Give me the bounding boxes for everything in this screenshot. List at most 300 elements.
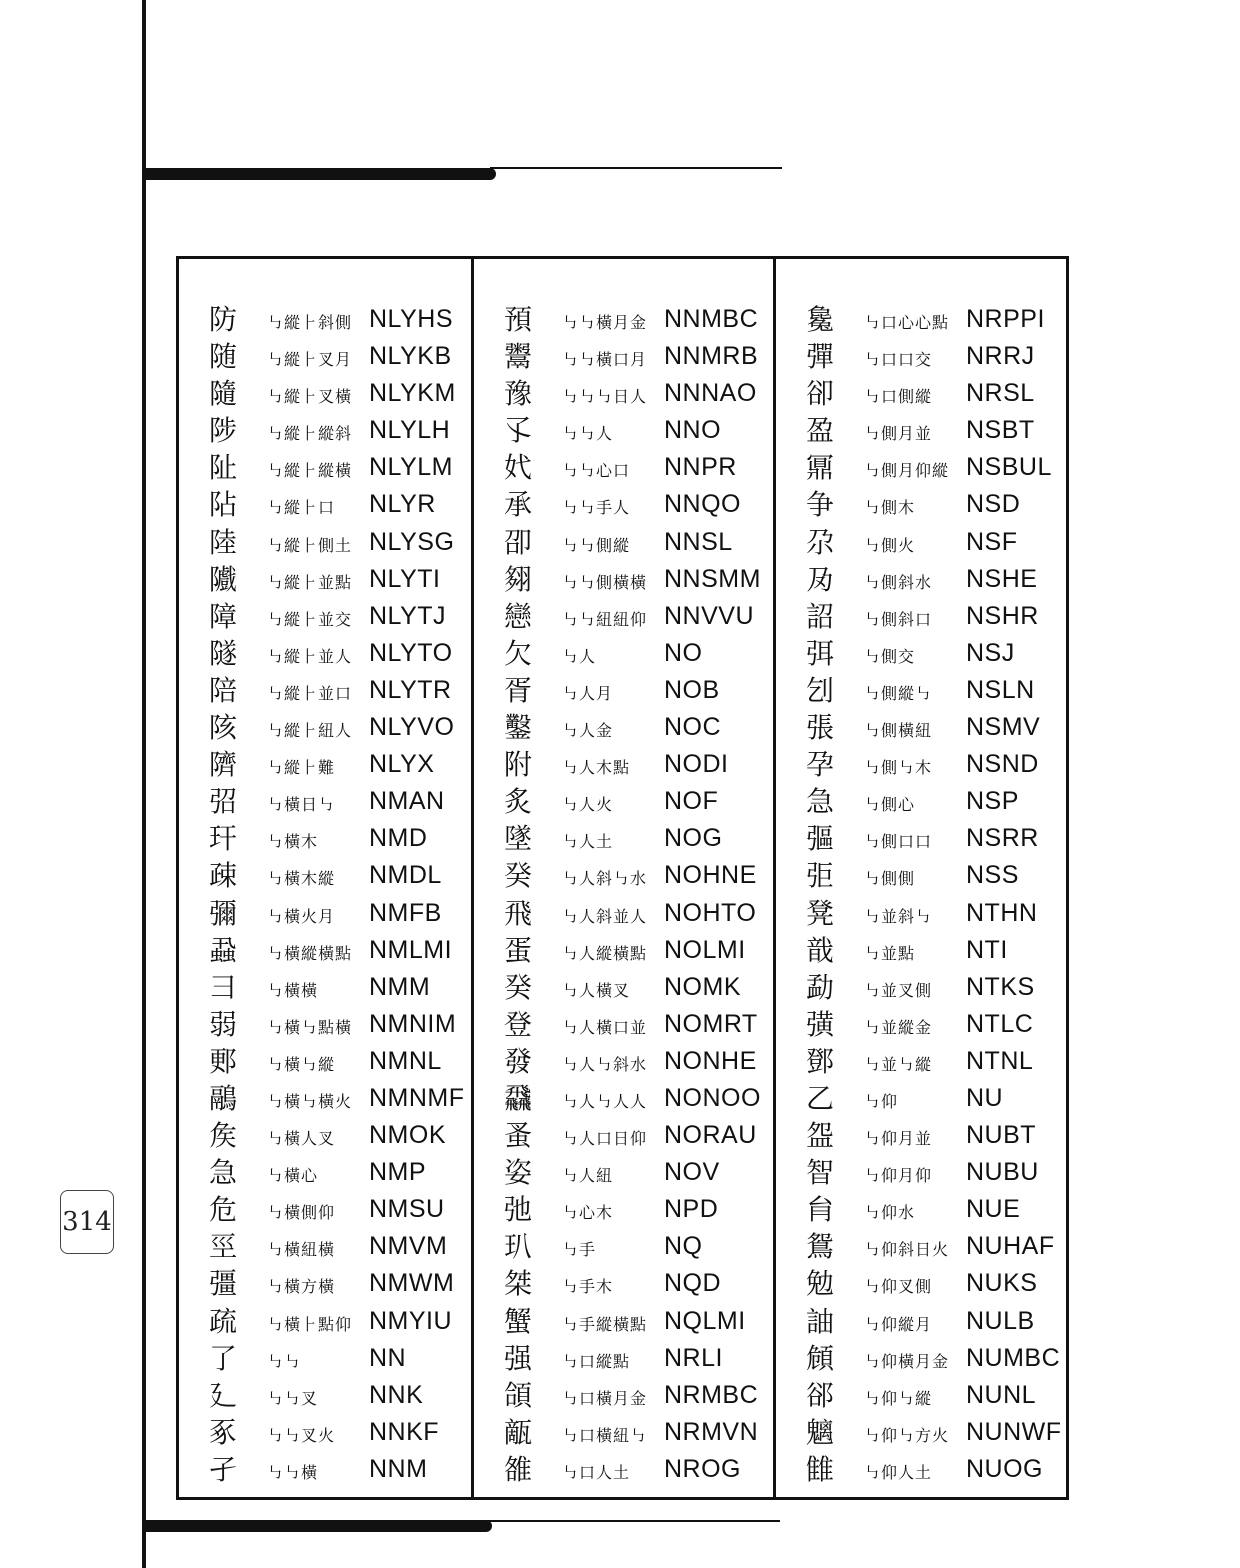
radical-sequence-cell: ㇉人橫叉: [562, 980, 631, 1000]
character-cell: 蟹: [503, 1304, 532, 1338]
table-row: [179, 746, 471, 783]
table-column: [471, 259, 773, 1497]
input-code-cell: NMNMF: [369, 1083, 465, 1112]
table-row: [776, 857, 1066, 894]
input-code-cell: NQ: [664, 1232, 703, 1261]
table-row: [179, 1043, 471, 1080]
table-row: [776, 561, 1066, 598]
radical-sequence-cell: ㇉㇉側縱: [562, 535, 631, 555]
table-row: [474, 635, 773, 672]
radical-sequence-cell: ㇉仰人土: [864, 1462, 933, 1482]
character-cell: 飛: [503, 896, 532, 930]
footer-thin-rule: [486, 1520, 780, 1522]
input-code-cell: NSMV: [966, 713, 1041, 742]
radical-sequence-cell: ㇉仰水: [864, 1203, 916, 1223]
table-row: [179, 1154, 471, 1191]
input-code-cell: NMYIU: [369, 1306, 453, 1335]
input-code-cell: NUBT: [966, 1121, 1037, 1150]
radical-sequence-cell: ㇉並點: [864, 943, 916, 963]
table-row: [179, 412, 471, 449]
table-row: [179, 672, 471, 709]
table-row: [474, 857, 773, 894]
input-code-cell: NLYTO: [369, 638, 453, 667]
character-cell: 障: [208, 599, 237, 633]
radical-sequence-cell: ㇉口縱點: [562, 1351, 631, 1371]
character-cell: 戠: [805, 933, 834, 967]
radical-sequence-cell: ㇉側月仰縱: [864, 461, 950, 481]
table-row: [474, 820, 773, 857]
radical-sequence-cell: ㇉並縱金: [864, 1017, 933, 1037]
radical-sequence-cell: ㇉側口口: [864, 832, 933, 852]
input-code-cell: NLYKB: [369, 342, 452, 371]
table-row: [179, 783, 471, 820]
radical-sequence-cell: ㇉橫⺊點仰: [267, 1314, 353, 1334]
radical-sequence-cell: ㇉縱⺊縱橫: [267, 461, 353, 481]
radical-sequence-cell: ㇉仰縱月: [864, 1314, 933, 1334]
input-code-cell: NOMK: [664, 972, 741, 1001]
input-code-cell: NUMBC: [966, 1343, 1061, 1372]
radical-sequence-cell: ㇉人月: [562, 683, 614, 703]
input-code-cell: NSBT: [966, 416, 1035, 445]
input-code-cell: NSJ: [966, 638, 1015, 667]
input-code-cell: NLYX: [369, 750, 435, 779]
radical-sequence-cell: ㇉人紐: [562, 1166, 614, 1186]
input-code-cell: NMWM: [369, 1269, 455, 1298]
input-code-cell: NSHE: [966, 564, 1038, 593]
radical-sequence-cell: ㇉縱⺊難: [267, 758, 336, 778]
radical-sequence-cell: ㇉人口日仰: [562, 1129, 648, 1149]
table-row: [776, 1451, 1066, 1488]
table-row: [776, 598, 1066, 635]
table-row: [776, 1340, 1066, 1377]
character-cell: 魑: [805, 1415, 834, 1449]
table-row: [776, 1117, 1066, 1154]
input-code-cell: NUBU: [966, 1158, 1039, 1187]
character-cell: 甋: [503, 1415, 532, 1449]
character-cell: 蝨: [208, 933, 237, 967]
input-code-cell: NNVVU: [664, 601, 755, 630]
input-code-cell: NTHN: [966, 898, 1038, 927]
input-code-cell: NRPPI: [966, 305, 1045, 333]
character-cell: 鷊: [208, 1081, 237, 1115]
input-code-cell: NLYTI: [369, 564, 441, 593]
radical-sequence-cell: ㇉側火: [864, 535, 916, 555]
character-cell: 鴛: [805, 1230, 834, 1264]
input-code-cell: NUHAF: [966, 1232, 1055, 1261]
radical-sequence-cell: ㇉縱⺊紐人: [267, 721, 353, 741]
radical-sequence-cell: ㇉縱⺊口: [267, 498, 336, 518]
input-code-cell: NQD: [664, 1269, 722, 1298]
table-row: [776, 895, 1066, 932]
input-code-cell: NNSL: [664, 527, 733, 556]
input-code-cell: NMNL: [369, 1046, 442, 1075]
radical-sequence-cell: ㇉口橫紐㇉: [562, 1425, 648, 1445]
table-row: [474, 486, 773, 523]
input-code-cell: NONOO: [664, 1083, 761, 1112]
radical-sequence-cell: ㇉仰叉側: [864, 1277, 933, 1297]
radical-sequence-cell: ㇉仰橫月金: [864, 1351, 950, 1371]
input-code-cell: NN: [369, 1343, 407, 1372]
character-cell: 彌: [208, 896, 237, 930]
table-row: [179, 1191, 471, 1228]
input-code-cell: NSRR: [966, 824, 1039, 853]
input-code-cell: NMM: [369, 972, 431, 1001]
radical-sequence-cell: ㇉仰月仰: [864, 1166, 933, 1186]
table-row: [179, 895, 471, 932]
table-row: [474, 746, 773, 783]
table-row: [776, 1043, 1066, 1080]
footer-thick-rule: [146, 1520, 492, 1532]
character-cell: 隨: [208, 377, 237, 411]
table-row: [179, 969, 471, 1006]
character-cell: 胥: [503, 673, 532, 707]
character-cell: 疎: [208, 859, 237, 893]
radical-sequence-cell: ㇉口口交: [864, 350, 933, 370]
character-cell: 䏍: [805, 1193, 834, 1227]
input-code-cell: NO: [664, 638, 703, 667]
table-row: [474, 1191, 773, 1228]
input-code-cell: NOMRT: [664, 1009, 758, 1038]
input-code-cell: NSF: [966, 527, 1018, 556]
character-cell: 隵: [208, 562, 237, 596]
radical-sequence-cell: ㇉人木點: [562, 758, 631, 778]
character-cell: 孕: [805, 748, 834, 782]
character-cell: 姿: [503, 1156, 532, 1190]
character-cell: 隮: [208, 748, 237, 782]
table-row: [474, 1340, 773, 1377]
character-cell: 勉: [805, 1267, 834, 1301]
character-cell: 彉: [805, 1007, 834, 1041]
character-cell: 張: [805, 711, 834, 745]
input-code-cell: NMOK: [369, 1121, 446, 1150]
character-cell: 弭: [805, 636, 834, 670]
radical-sequence-cell: ㇉縱⺊斜側: [267, 313, 353, 332]
table-row: [179, 1080, 471, 1117]
table-row: [474, 598, 773, 635]
table-row: [776, 820, 1066, 857]
input-code-cell: NUE: [966, 1195, 1021, 1224]
radical-sequence-cell: ㇉手: [562, 1240, 597, 1260]
radical-sequence-cell: ㇉側斜水: [864, 572, 933, 592]
character-cell: 隧: [208, 636, 237, 670]
radical-sequence-cell: ㇉㇉叉火: [267, 1425, 336, 1445]
radical-sequence-cell: ㇉仰㇉方火: [864, 1425, 950, 1445]
radical-sequence-cell: ㇉人金: [562, 721, 614, 741]
input-code-cell: NROG: [664, 1454, 741, 1483]
radical-sequence-cell: ㇉㇉人: [562, 424, 614, 444]
character-cell: 彐: [208, 970, 237, 1004]
character-cell: 癸: [503, 970, 532, 1004]
table-row: [179, 1414, 471, 1451]
table-row: [179, 1451, 471, 1488]
radical-sequence-cell: ㇉仰㇉縱: [864, 1388, 933, 1408]
table-column: [773, 259, 1066, 1497]
character-cell: 夃: [805, 562, 834, 596]
radical-sequence-cell: ㇉手縱橫點: [562, 1314, 648, 1334]
table-row: [179, 932, 471, 969]
table-row: [474, 1451, 773, 1488]
input-code-cell: NUOG: [966, 1454, 1043, 1483]
radical-sequence-cell: ㇉橫橫: [267, 980, 319, 1000]
input-code-cell: NNO: [664, 416, 722, 445]
input-code-cell: NMP: [369, 1158, 427, 1187]
character-cell: 鬻: [503, 340, 532, 374]
radical-sequence-cell: ㇉人斜㇉水: [562, 869, 648, 889]
character-cell: 疏: [208, 1304, 237, 1338]
character-cell: 弛: [503, 1193, 532, 1227]
table-row: [776, 524, 1066, 561]
character-cell: 刉: [805, 673, 834, 707]
character-cell: 陔: [208, 711, 237, 745]
character-cell: 頜: [503, 1378, 532, 1412]
radical-sequence-cell: ㇉仰: [864, 1091, 899, 1111]
radical-sequence-cell: ㇉口側縱: [864, 387, 933, 407]
character-cell: 尕: [805, 525, 834, 559]
input-code-cell: NNNAO: [664, 379, 757, 408]
table-row: [776, 1080, 1066, 1117]
input-code-cell: NOHNE: [664, 861, 757, 890]
radical-sequence-cell: ㇉手木: [562, 1277, 614, 1297]
table-row: [474, 524, 773, 561]
radical-sequence-cell: ㇉人縱橫點: [562, 943, 648, 963]
radical-sequence-cell: ㇉㇉心口: [562, 461, 631, 481]
radical-sequence-cell: ㇉人火: [562, 795, 614, 815]
input-code-cell: NOF: [664, 787, 719, 816]
character-cell: 蛋: [503, 933, 532, 967]
character-cell: 鼏: [805, 451, 834, 485]
input-code-cell: NLYTJ: [369, 601, 447, 630]
input-code-cell: NLYHS: [369, 305, 454, 333]
input-code-cell: NNMRB: [664, 342, 759, 371]
radical-sequence-cell: ㇉口橫月金: [562, 1388, 648, 1408]
character-cell: 頠: [805, 1341, 834, 1375]
input-code-cell: NTNL: [966, 1046, 1034, 1075]
radical-sequence-cell: ㇉橫人叉: [267, 1129, 336, 1149]
character-cell: 彊: [208, 1267, 237, 1301]
input-code-cell: NMAN: [369, 787, 445, 816]
input-code-cell: NMSU: [369, 1195, 445, 1224]
character-cell: 危: [208, 1193, 237, 1227]
character-cell: 乙: [805, 1081, 834, 1115]
radical-sequence-cell: ㇉縱⺊並人: [267, 646, 353, 666]
radical-sequence-cell: ㇉縱⺊並點: [267, 572, 353, 592]
character-cell: 詔: [805, 599, 834, 633]
input-code-cell: NMDL: [369, 861, 442, 890]
radical-sequence-cell: ㇉橫㇉點橫: [267, 1017, 353, 1037]
character-cell: 郤: [805, 1378, 834, 1412]
character-cell: 弱: [208, 1007, 237, 1041]
table-row: [776, 969, 1066, 1006]
table-row: [474, 338, 773, 375]
character-cell: 巠: [208, 1230, 237, 1264]
table-row: [776, 1228, 1066, 1265]
radical-sequence-cell: ㇉橫木縱: [267, 869, 336, 889]
input-code-cell: NSHR: [966, 601, 1039, 630]
radical-sequence-cell: ㇉縱⺊並口: [267, 683, 353, 703]
input-code-cell: NSND: [966, 750, 1039, 779]
input-code-cell: NSS: [966, 861, 1019, 890]
character-cell: 玐: [503, 1230, 532, 1264]
input-code-cell: NOHTO: [664, 898, 757, 927]
character-cell: 毚: [805, 303, 834, 336]
character-cell: 卻: [805, 377, 834, 411]
table-row: [179, 375, 471, 412]
input-code-cell: NOB: [664, 675, 720, 704]
radical-sequence-cell: ㇉橫㇉縱: [267, 1054, 336, 1074]
table-row: [776, 338, 1066, 375]
character-cell: 阽: [208, 488, 237, 522]
table-row: [474, 1414, 773, 1451]
character-cell: 蚤: [503, 1119, 532, 1153]
radical-sequence-cell: ㇉口心心點: [864, 313, 950, 332]
input-code-cell: NLYVO: [369, 713, 455, 742]
character-cell: 急: [208, 1156, 237, 1190]
character-cell: 争: [805, 488, 834, 522]
character-cell: 孓: [503, 414, 532, 448]
input-code-cell: NSLN: [966, 675, 1035, 704]
character-cell: 凳: [805, 896, 834, 930]
radical-sequence-cell: ㇉㇉叉: [267, 1388, 319, 1408]
radical-sequence-cell: ㇉㇉: [267, 1351, 302, 1371]
table-row: [474, 375, 773, 412]
character-cell: 㚤: [503, 451, 532, 485]
table-row: [474, 969, 773, 1006]
table-row: [474, 1228, 773, 1265]
table-row: [474, 412, 773, 449]
table-row: [776, 1191, 1066, 1228]
input-code-cell: NNK: [369, 1380, 424, 1409]
code-table: [176, 256, 1069, 1500]
radical-sequence-cell: ㇉人土: [562, 832, 614, 852]
radical-sequence-cell: ㇉橫火月: [267, 906, 336, 926]
table-row: [474, 1265, 773, 1302]
input-code-cell: NNKF: [369, 1417, 440, 1446]
character-cell: 欠: [503, 636, 532, 670]
table-row: [776, 1006, 1066, 1043]
input-code-cell: NOV: [664, 1158, 720, 1187]
character-cell: 矦: [208, 1119, 237, 1153]
input-code-cell: NULB: [966, 1306, 1035, 1335]
character-cell: 强: [503, 1341, 532, 1375]
header-thin-rule: [490, 167, 782, 169]
input-code-cell: NRMBC: [664, 1380, 759, 1409]
character-cell: 郠: [208, 1044, 237, 1078]
radical-sequence-cell: ㇉縱⺊側土: [267, 535, 353, 555]
character-cell: 随: [208, 340, 237, 374]
page-number-badge: [60, 1190, 114, 1254]
table-row: [474, 1117, 773, 1154]
table-row: [179, 709, 471, 746]
radical-sequence-cell: ㇉並斜㇉: [864, 906, 933, 926]
character-cell: 登: [503, 1007, 532, 1041]
radical-sequence-cell: ㇉心木: [562, 1203, 614, 1223]
table-row: [474, 301, 773, 338]
radical-sequence-cell: ㇉㇉橫: [267, 1462, 319, 1482]
input-code-cell: NUNWF: [966, 1417, 1062, 1446]
input-code-cell: NMVM: [369, 1232, 448, 1261]
character-cell: 盌: [805, 1119, 834, 1153]
character-cell: 彈: [805, 340, 834, 374]
radical-sequence-cell: ㇉人: [562, 646, 597, 666]
table-row: [776, 635, 1066, 672]
input-code-cell: NSP: [966, 787, 1019, 816]
character-cell: 陟: [208, 414, 237, 448]
radical-sequence-cell: ㇉橫紐橫: [267, 1240, 336, 1260]
character-cell: 鑿: [503, 711, 532, 745]
radical-sequence-cell: ㇉仰斜日火: [864, 1240, 950, 1260]
table-row: [179, 857, 471, 894]
character-cell: 承: [503, 488, 532, 522]
radical-sequence-cell: ㇉縱⺊縱斜: [267, 424, 353, 444]
radical-sequence-cell: ㇉橫日㇉: [267, 795, 336, 815]
radical-sequence-cell: ㇉縱⺊叉橫: [267, 387, 353, 407]
radical-sequence-cell: ㇉㇉橫月金: [562, 313, 648, 332]
table-row: [179, 635, 471, 672]
radical-sequence-cell: ㇉縱⺊並交: [267, 609, 353, 629]
radical-sequence-cell: ㇉人㇉斜水: [562, 1054, 648, 1074]
radical-sequence-cell: ㇉人斜並人: [562, 906, 648, 926]
input-code-cell: NLYKM: [369, 379, 456, 408]
table-row: [776, 746, 1066, 783]
character-cell: 彄: [805, 822, 834, 856]
table-row: [474, 1043, 773, 1080]
table-row: [179, 598, 471, 635]
character-cell: 䛆: [805, 1304, 834, 1338]
table-row: [474, 449, 773, 486]
input-code-cell: NODI: [664, 750, 729, 779]
table-row: [179, 1117, 471, 1154]
table-row: [776, 932, 1066, 969]
table-row: [776, 375, 1066, 412]
input-code-cell: NLYLH: [369, 416, 451, 445]
table-row: [474, 783, 773, 820]
character-cell: 了: [208, 1341, 237, 1375]
character-cell: 雒: [503, 1452, 532, 1486]
table-row: [179, 1377, 471, 1414]
input-code-cell: NRLI: [664, 1343, 723, 1372]
input-code-cell: NNSMM: [664, 564, 761, 593]
table-row: [776, 672, 1066, 709]
character-cell: 飝: [503, 1081, 532, 1115]
table-row: [179, 301, 471, 338]
table-row: [776, 301, 1066, 338]
input-code-cell: NONHE: [664, 1046, 757, 1075]
radical-sequence-cell: ㇉側心: [864, 795, 916, 815]
table-row: [776, 1265, 1066, 1302]
character-cell: 陸: [208, 525, 237, 559]
radical-sequence-cell: ㇉側月並: [864, 424, 933, 444]
input-code-cell: NOC: [664, 713, 722, 742]
table-row: [776, 449, 1066, 486]
character-cell: 預: [503, 303, 532, 336]
table-row: [474, 932, 773, 969]
radical-sequence-cell: ㇉橫木: [267, 832, 319, 852]
table-row: [179, 561, 471, 598]
table-row: [474, 1377, 773, 1414]
input-code-cell: NNMBC: [664, 305, 759, 333]
radical-sequence-cell: ㇉側㇉木: [864, 758, 933, 778]
input-code-cell: NLYSG: [369, 527, 455, 556]
table-row: [776, 1377, 1066, 1414]
character-cell: 廴: [208, 1378, 237, 1412]
input-code-cell: NLYR: [369, 490, 436, 519]
character-cell: 桀: [503, 1267, 532, 1301]
character-cell: 癸: [503, 859, 532, 893]
input-code-cell: NOLMI: [664, 935, 746, 964]
table-row: [474, 1154, 773, 1191]
character-cell: 防: [208, 303, 237, 336]
character-cell: 附: [503, 748, 532, 782]
